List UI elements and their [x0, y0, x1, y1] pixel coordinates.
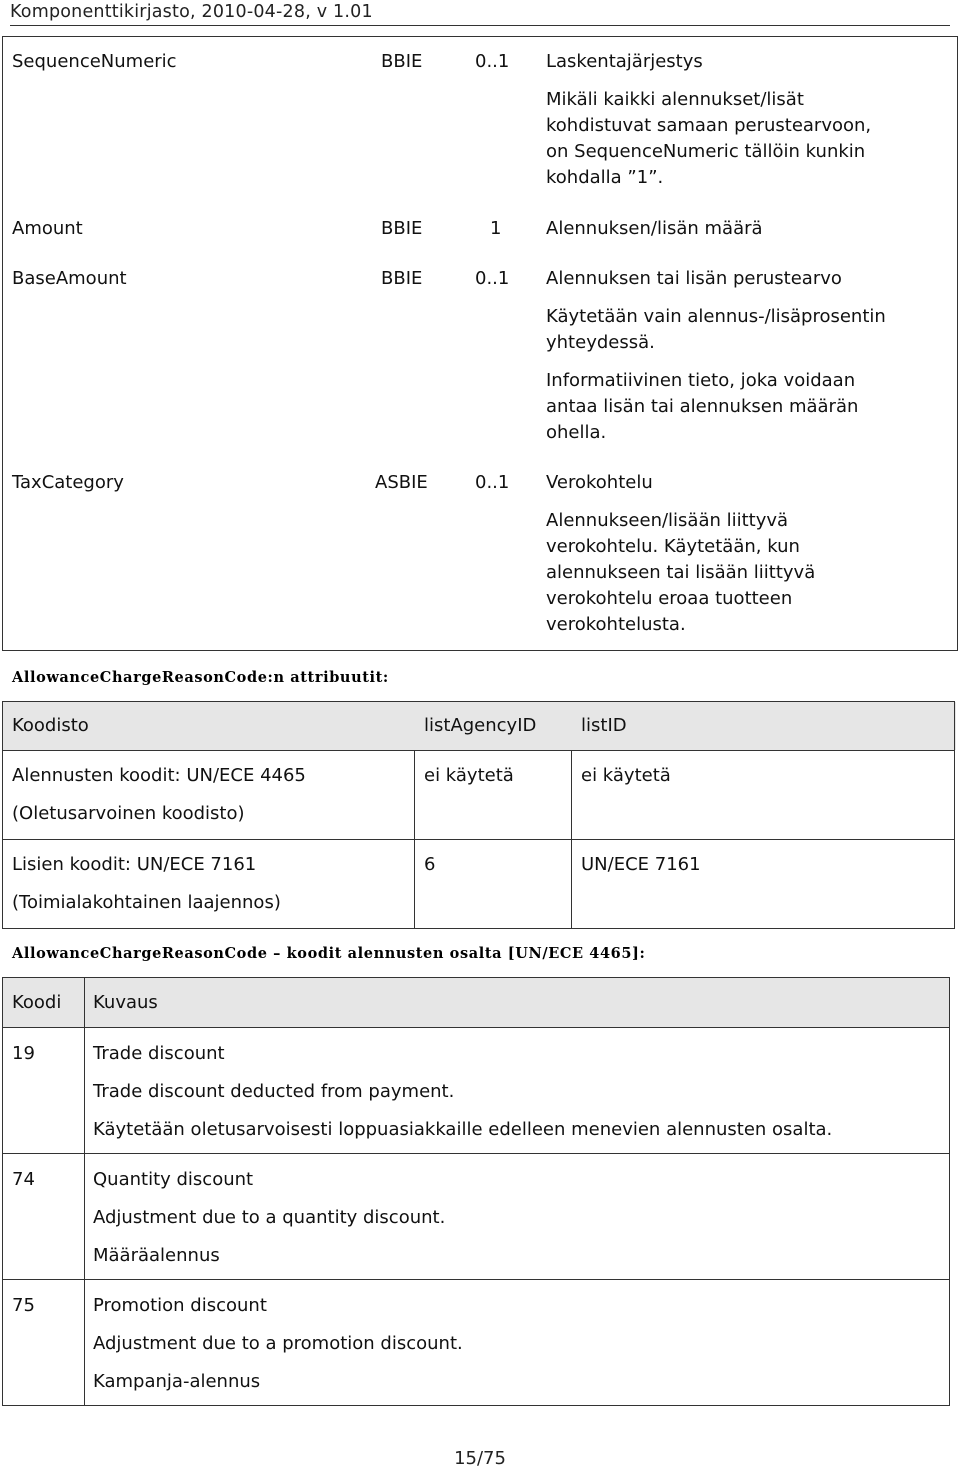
code-description: Käytetään oletusarvoisesti loppuasiakkaille edelleen menevien alennusten osalta.: [93, 1119, 833, 1140]
description-note: on SequenceNumeric tällöin kunkin: [546, 141, 866, 162]
description-note: antaa lisän tai alennuksen määrän: [546, 396, 859, 417]
description-note: Alennukseen/lisään liittyvä: [546, 510, 789, 531]
element-name: TaxCategory: [12, 472, 124, 493]
column-header: Kuvaus: [93, 992, 158, 1013]
element-description: Verokohtelu: [546, 472, 653, 493]
column-header: listID: [581, 715, 627, 736]
description-note: verokohtelusta.: [546, 614, 686, 635]
code-description: Adjustment due to a quantity discount.: [93, 1207, 446, 1228]
code-description: Kampanja-alennus: [93, 1371, 261, 1392]
description-note: yhteydessä.: [546, 332, 655, 353]
code-list-name: Alennusten koodit: UN/ECE 4465: [12, 765, 306, 786]
element-cardinality: 0..1: [475, 472, 510, 493]
description-note: Informatiivinen tieto, joka voidaan: [546, 370, 856, 391]
page-number: 15/75: [454, 1448, 506, 1469]
description-note: verokohtelu eroaa tuotteen: [546, 588, 793, 609]
section-heading: AllowanceChargeReasonCode:n attribuutit:: [12, 669, 389, 686]
description-note: kohdistuvat samaan perustearvoon,: [546, 115, 872, 136]
list-id: ei käytetä: [581, 765, 671, 786]
code-list-note: (Oletusarvoinen koodisto): [12, 803, 245, 824]
description-note: ohella.: [546, 422, 607, 443]
code-value: 74: [12, 1169, 35, 1190]
description-note: verokohtelu. Käytetään, kun: [546, 536, 800, 557]
description-note: alennukseen tai lisään liittyvä: [546, 562, 816, 583]
column-header: Koodi: [12, 992, 62, 1013]
description-note: Käytetään vain alennus-/lisäprosentin: [546, 306, 886, 327]
description-note: kohdalla ”1”.: [546, 167, 664, 188]
code-description: Adjustment due to a promotion discount.: [93, 1333, 463, 1354]
element-type: BBIE: [381, 51, 423, 72]
code-name: Trade discount: [93, 1043, 225, 1064]
section-heading: AllowanceChargeReasonCode – koodit alennusten osalta [UN/ECE 4465]:: [12, 945, 646, 962]
code-value: 19: [12, 1043, 35, 1064]
element-type: ASBIE: [375, 472, 428, 493]
element-description: Laskentajärjestys: [546, 51, 703, 72]
element-cardinality: 0..1: [475, 268, 510, 289]
element-cardinality: 0..1: [475, 51, 510, 72]
element-name: BaseAmount: [12, 268, 127, 289]
list-agency-id: 6: [424, 854, 436, 875]
element-description: Alennuksen tai lisän perustearvo: [546, 268, 842, 289]
element-description: Alennuksen/lisän määrä: [546, 218, 763, 239]
element-type: BBIE: [381, 218, 423, 239]
element-type: BBIE: [381, 268, 423, 289]
list-id: UN/ECE 7161: [581, 854, 701, 875]
column-header: listAgencyID: [424, 715, 537, 736]
element-name: Amount: [12, 218, 83, 239]
element-name: SequenceNumeric: [12, 51, 177, 72]
code-description: Määräalennus: [93, 1245, 220, 1266]
column-header: Koodisto: [12, 715, 89, 736]
code-name: Quantity discount: [93, 1169, 254, 1190]
document-title: Komponenttikirjasto, 2010-04-28, v 1.01: [10, 2, 373, 22]
list-agency-id: ei käytetä: [424, 765, 514, 786]
code-list-note: (Toimialakohtainen laajennos): [12, 892, 281, 913]
description-note: Mikäli kaikki alennukset/lisät: [546, 89, 804, 110]
code-name: Promotion discount: [93, 1295, 267, 1316]
element-cardinality: 1: [490, 218, 502, 239]
page-header: [10, 1, 950, 26]
code-value: 75: [12, 1295, 35, 1316]
code-description: Trade discount deducted from payment.: [93, 1081, 455, 1102]
code-list-name: Lisien koodit: UN/ECE 7161: [12, 854, 257, 875]
